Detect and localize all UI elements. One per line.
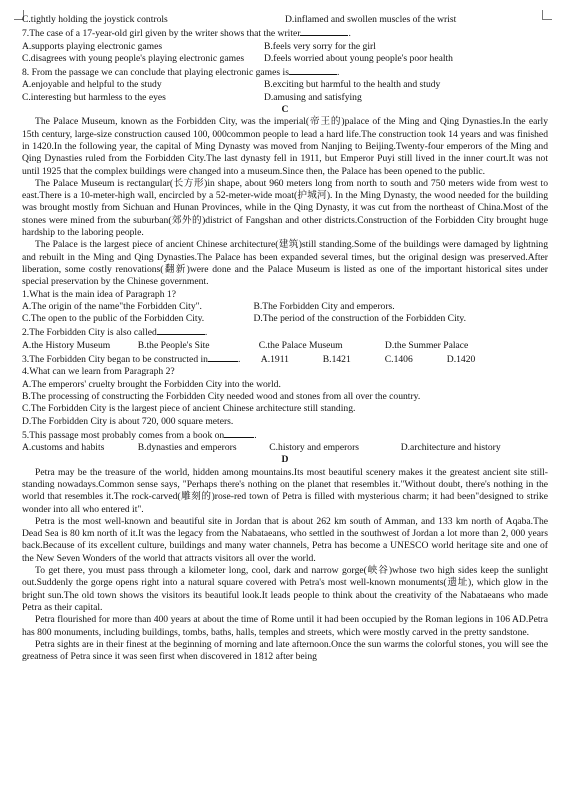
question-5: 5.This passage most probably comes from a book on . <box>22 429 257 441</box>
passage-paragraph: The Palace is the largest piece of ancient Chinese architecture(建筑)still standing.Some of the buildings were damaged by lightning and rebuilt in the Ming and Qing Dynasties.The Palace has been expanded several times, but the original design was preserved.After liberation, some costly renovations(翻新)were done and the Palace Museum is listed as one of the important historical sites under special preservation by the Chinese government. <box>22 239 548 288</box>
option-c: C.the Palace Museum <box>258 339 343 351</box>
option-d: D.the Summer Palace <box>384 339 469 351</box>
exam-page <box>22 14 548 663</box>
option-d: D.1420 <box>446 354 476 366</box>
option-c: C.disagrees with young people's playing electronic games <box>22 52 245 64</box>
passage-paragraph: Petra is the most well-known and beautiful site in Jordan that is about 262 km south of Amman, and 133 km north of Aqaba.The Dead Sea is 80 km north of it.It was the legacy from the Nabataeans, who settled in the southwest of Jordan a lot more than 2, 000 years back.Because of its excellent culture, buildings and many water channels, Petra has become a UNESCO world heritage site and one of the New Seven Wonders of the world that attracts visitors all over the world. <box>22 515 548 564</box>
option-c: C.1406 <box>384 354 413 366</box>
question-8: 8. From the passage we can conclude that playing electronic games is . <box>22 67 340 79</box>
option-d: D.inflamed and swollen muscles of the wrist <box>285 14 457 25</box>
option-a: A.The emperors' cruelty brought the Forbidden City into the world. <box>22 378 281 390</box>
option-b: B.1421 <box>322 354 351 366</box>
question-2: 2.The Forbidden City is also called . <box>22 327 208 339</box>
option-c: C.tightly holding the joystick controls <box>22 14 168 25</box>
option-b: B.dynasties and emperors <box>137 442 237 454</box>
option-row <box>22 41 548 53</box>
answer-blank <box>208 352 238 362</box>
section-heading-c: C <box>281 104 289 116</box>
option-d: D.The period of the construction of the Forbidden City. <box>253 313 466 325</box>
answer-blank <box>289 65 337 75</box>
answer-blank <box>157 325 205 335</box>
option-c: C.The open to the public of the Forbidden City. <box>22 313 205 325</box>
option-d: D.amusing and satisfying <box>263 91 362 103</box>
question-4-stem: 4.What can we learn from Paragraph 2? <box>22 366 175 378</box>
passage-paragraph: Petra flourished for more than 400 years at about the time of Rome until it had been occupied by the Roman legions in 106 AD.Petra has 800 monuments, including buildings, tombs, baths, halls, temples and streets, which were mostly carved in the pretty sandstone. <box>22 614 548 638</box>
passage-paragraph: Petra may be the treasure of the world, hidden among mountains.Its most beautiful scenery makes it the greatest ancient site still-standing nowadays.Common sense says, "Perhaps there's nothing on the planet that resembles it."Without doubt, there's nothing in the world that resembles it.The rock-carved(雕刻的)rose-red town of Petra is filled with mysterious charm; it had been"designed to strike wonder into all who entered it". <box>22 466 548 515</box>
option-row <box>22 53 548 65</box>
question-3: 3.The Forbidden City began to be constructed in . A.1911 B.1421 C.1406 D.1420 <box>22 354 476 366</box>
option-a: A.enjoyable and helpful to the study <box>22 79 162 91</box>
option-row <box>22 340 548 352</box>
option-b: B.feels very sorry for the girl <box>263 40 376 52</box>
option-b: B.The processing of constructing the Forbidden City needed wood and stones from all over the country. <box>22 390 421 402</box>
question-5-stem: 5.This passage most probably comes from a book on <box>22 429 225 441</box>
option-a: A.customs and habits <box>22 442 105 454</box>
option-b: B.the People's Site <box>137 339 210 351</box>
option-c: C.history and emperors <box>269 442 360 454</box>
option-c: C.interesting but harmless to the eyes <box>22 91 166 103</box>
passage-paragraph: The Palace Museum, known as the Forbidden City, was the imperial(帝王的)palace of the Ming and Qing Dynasties.In the early 15th century, large-size construction caused 100, 000common people to lead a hard life.The construction took 14 years and was finished in 1420.In the following year, the capital of Ming Dynasty was moved from Nanjing to Beijing.Twenty-four emperors of the Ming and Qing Dynasties ruled from the Forbidden City.The last dynasty fell in 1911, but Emperor Puyi still lived in the inner court.It was not until 1925 that the complex buildings were changed into a museum.Since then, the Palace has been opened to the public. <box>22 116 548 177</box>
question-2-stem: 2.The Forbidden City is also called <box>22 327 157 339</box>
option-c: C.The Forbidden City is the largest piece of ancient Chinese architecture still standing. <box>22 403 356 415</box>
question-8-stem: 8. From the passage we can conclude that playing electronic games is <box>22 67 289 79</box>
section-heading-d: D <box>281 454 289 466</box>
answer-blank <box>224 428 254 438</box>
question-3-stem: 3.The Forbidden City began to be constructed in <box>22 354 208 366</box>
option-d: D.The Forbidden City is about 720, 000 square meters. <box>22 415 234 427</box>
option-a: A.1911 <box>260 354 289 366</box>
option-row <box>22 92 548 104</box>
option-row <box>22 442 548 454</box>
option-b: B.The Forbidden City and emperors. <box>253 300 395 312</box>
option-row <box>22 313 548 325</box>
option-row <box>22 301 548 313</box>
option-a: A.The origin of the name"the Forbidden City". <box>22 300 202 312</box>
option-a: A.the History Museum <box>22 339 111 351</box>
question-7: 7.The case of a 17-year-old girl given by the writer shows that the writer . <box>22 28 351 40</box>
option-row <box>22 14 548 26</box>
passage-paragraph: To get there, you must pass through a kilometer long, cool, dark and narrow gorge(峡谷)whose two high sides keep the sunlight out.Suddenly the gorge opens right into a natural square covered with Petra's most well-known monuments(遗址), which glow in the bright sun.The old town shows the visitors its beautiful look.It leads people to think about the creativity of the Nabataeans who made Petra as their capital. <box>22 565 548 613</box>
question-1-stem: 1.What is the main idea of Paragraph 1? <box>22 288 176 300</box>
passage-paragraph: The Palace Museum is rectangular(长方形)in shape, about 960 meters long from north to south and 750 meters wide from west to east.There is a 10-meter-high wall, encircled by a 52-meter-wide moat(护城河). In the Ming Dynasty, the wood needed for the building was brought mostly from Sichuan and Hunan Provinces, while in the Qing Dynasty, it was cut from the northeast of China.Most of the stones were mined from the suburban(郊外的)district of Fangshan and other districts.Construction of the Forbidden City brought huge hardship to the laboring people. <box>22 177 548 239</box>
option-a: A.supports playing electronic games <box>22 40 163 52</box>
option-row <box>22 79 548 91</box>
answer-blank <box>300 26 348 36</box>
option-b: B.exciting but harmful to the health and study <box>263 79 441 91</box>
question-7-stem: 7.The case of a 17-year-old girl given by the writer shows that the writer <box>22 28 301 40</box>
option-d: D.architecture and history <box>400 442 501 454</box>
passage-paragraph: Petra sights are in their finest at the beginning of morning and late afternoon.Once the sun warms the colorful stones, you will see the greatness of Petra since it was seen first when discovered in 1812 after being <box>22 638 548 663</box>
option-d: D.feels worried about young people's poor health <box>263 52 453 64</box>
